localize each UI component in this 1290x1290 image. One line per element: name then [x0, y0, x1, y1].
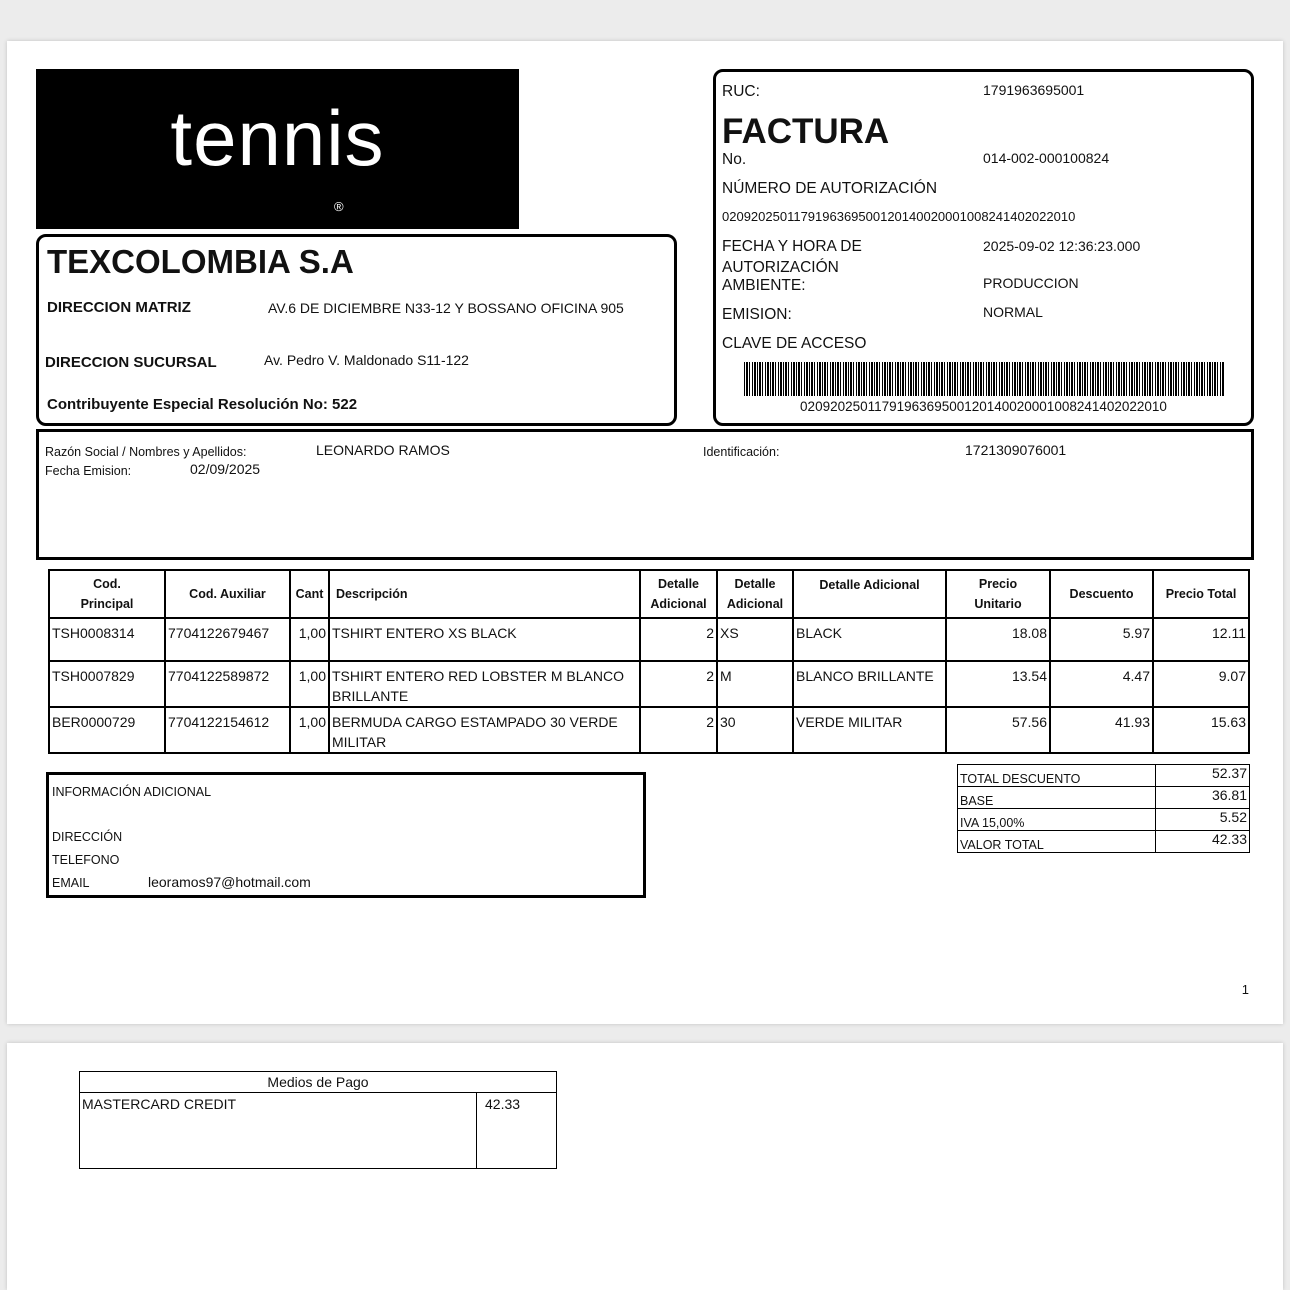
- base-value: 36.81: [1156, 787, 1250, 809]
- total-row: [958, 787, 1250, 809]
- payment-methods-title: Medios de Pago: [80, 1072, 557, 1093]
- table-row: [49, 618, 1249, 661]
- col-cant: Cant: [290, 570, 329, 618]
- clave-acceso-label: CLAVE DE ACCESO: [722, 335, 867, 352]
- items-table: [48, 569, 1250, 754]
- cell-desc: BERMUDA CARGO ESTAMPADO 30 VERDE MILITAR: [329, 707, 640, 753]
- cell-detalle-1: 2: [640, 661, 717, 707]
- col-cod-principal: Cod. Principal: [49, 570, 165, 618]
- emision-label: EMISION:: [722, 306, 792, 323]
- total-row: [958, 831, 1250, 853]
- base-label: BASE: [958, 787, 1156, 809]
- cell-detalle-1: 2: [640, 618, 717, 661]
- invoice-header-box: [713, 69, 1254, 426]
- direccion-label: DIRECCIÓN: [52, 830, 123, 844]
- company-name: TEXCOLOMBIA S.A: [47, 243, 354, 280]
- fecha-emision-value: 02/09/2025: [190, 461, 261, 477]
- additional-info-title: INFORMACIÓN ADICIONAL: [52, 785, 212, 799]
- cell-desc: TSHIRT ENTERO RED LOBSTER M BLANCO BRILLANTE: [329, 661, 640, 707]
- cell-detalle-3: BLACK: [793, 618, 946, 661]
- cell-precio-unitario: 57.56: [946, 707, 1050, 753]
- cell-precio-total: 9.07: [1153, 661, 1249, 707]
- valor-total-value: 42.33: [1156, 831, 1250, 853]
- col-descripcion: Descripción: [329, 570, 640, 618]
- authorization-number: 0209202501179196369500120140020001008241402022010: [722, 209, 1076, 224]
- identificacion-value: 1721309076001: [965, 442, 1067, 458]
- authorization-label: NÚMERO DE AUTORIZACIÓN: [722, 180, 938, 197]
- cell-descuento: 41.93: [1050, 707, 1153, 753]
- col-detalle-3: Detalle Adicional: [793, 570, 946, 618]
- emision-value: NORMAL: [983, 304, 1043, 320]
- auth-date-label-2: AUTORIZACIÓN: [722, 259, 839, 276]
- col-detalle-1: Detalle Adicional: [640, 570, 717, 618]
- auth-date-label-1: FECHA Y HORA DE: [722, 238, 862, 255]
- sucursal-label: DIRECCION SUCURSAL: [45, 354, 217, 371]
- cell-precio-unitario: 13.54: [946, 661, 1050, 707]
- matriz-address: AV.6 DE DICIEMBRE N33-12 Y BOSSANO OFICINA 905: [268, 300, 624, 316]
- invoice-page-1: [7, 41, 1283, 1024]
- ambiente-value: PRODUCCION: [983, 275, 1079, 291]
- additional-info-box: [46, 772, 646, 898]
- ruc-label: RUC:: [722, 83, 760, 100]
- table-row: [49, 707, 1249, 753]
- cell-precio-total: 15.63: [1153, 707, 1249, 753]
- total-row: [958, 765, 1250, 787]
- total-descuento-value: 52.37: [1156, 765, 1250, 787]
- cell-detalle-3: BLANCO BRILLANTE: [793, 661, 946, 707]
- brand-logo: [36, 69, 519, 229]
- payment-method: MASTERCARD CREDIT: [80, 1093, 477, 1169]
- cell-descuento: 4.47: [1050, 661, 1153, 707]
- fecha-emision-label: Fecha Emision:: [45, 464, 132, 478]
- matriz-label: DIRECCION MATRIZ: [47, 299, 191, 316]
- cell-aux: 7704122679467: [165, 618, 290, 661]
- cell-desc: TSHIRT ENTERO XS BLACK: [329, 618, 640, 661]
- valor-total-label: VALOR TOTAL: [958, 831, 1156, 853]
- cell-aux: 7704122154612: [165, 707, 290, 753]
- table-row: [49, 661, 1249, 707]
- email-label: EMAIL: [52, 876, 90, 890]
- total-descuento-label: TOTAL DESCUENTO: [958, 765, 1156, 787]
- client-info-box: [36, 429, 1254, 560]
- col-precio-unitario: Precio Unitario: [946, 570, 1050, 618]
- cell-detalle-3: VERDE MILITAR: [793, 707, 946, 753]
- cell-descuento: 5.97: [1050, 618, 1153, 661]
- clave-acceso-value: 0209202501179196369500120140020001008241402022010: [800, 399, 1167, 414]
- cell-detalle-2: XS: [717, 618, 793, 661]
- client-name: LEONARDO RAMOS: [316, 442, 450, 458]
- cell-precio-total: 12.11: [1153, 618, 1249, 661]
- col-precio-total: Precio Total: [1153, 570, 1249, 618]
- cell-detalle-1: 2: [640, 707, 717, 753]
- logo-text: tennis: [170, 94, 385, 182]
- payment-row: [80, 1093, 557, 1169]
- invoice-number: 014-002-000100824: [983, 150, 1110, 166]
- identificacion-label: Identificación:: [703, 445, 780, 459]
- payment-amount: 42.33: [477, 1093, 557, 1169]
- cell-cant: 1,00: [290, 707, 329, 753]
- cell-cod: TSH0008314: [49, 618, 165, 661]
- barcode-image: [744, 362, 1224, 396]
- cell-cant: 1,00: [290, 618, 329, 661]
- sucursal-address: Av. Pedro V. Maldonado S11-122: [264, 352, 469, 368]
- iva-label: IVA 15,00%: [958, 809, 1156, 831]
- razon-social-label: Razón Social / Nombres y Apellidos:: [45, 445, 247, 459]
- invoice-number-label: No.: [722, 151, 747, 168]
- ruc-value: 1791963695001: [983, 82, 1085, 98]
- ambiente-label: AMBIENTE:: [722, 277, 806, 294]
- cell-aux: 7704122589872: [165, 661, 290, 707]
- col-cod-auxiliar: Cod. Auxiliar: [165, 570, 290, 618]
- email-value: leoramos97@hotmail.com: [148, 874, 311, 890]
- col-detalle-2: Detalle Adicional: [717, 570, 793, 618]
- col-descuento: Descuento: [1050, 570, 1153, 618]
- registered-mark: ®: [334, 199, 344, 214]
- cell-cod: BER0000729: [49, 707, 165, 753]
- table-header-row: [49, 570, 1249, 618]
- company-info-box: [36, 234, 677, 426]
- cell-cod: TSH0007829: [49, 661, 165, 707]
- cell-detalle-2: M: [717, 661, 793, 707]
- cell-precio-unitario: 18.08: [946, 618, 1050, 661]
- auth-date-value: 2025-09-02 12:36:23.000: [983, 238, 1141, 254]
- cell-detalle-2: 30: [717, 707, 793, 753]
- invoice-title: FACTURA: [722, 112, 890, 151]
- payment-methods-table: [79, 1071, 557, 1169]
- total-row: [958, 809, 1250, 831]
- contribuyente-especial: Contribuyente Especial Resolución No: 522: [47, 396, 358, 413]
- invoice-page-2: [7, 1043, 1283, 1290]
- telefono-label: TELEFONO: [52, 853, 120, 867]
- iva-value: 5.52: [1156, 809, 1250, 831]
- cell-cant: 1,00: [290, 661, 329, 707]
- totals-table: [957, 764, 1250, 853]
- page-number: 1: [1241, 982, 1249, 997]
